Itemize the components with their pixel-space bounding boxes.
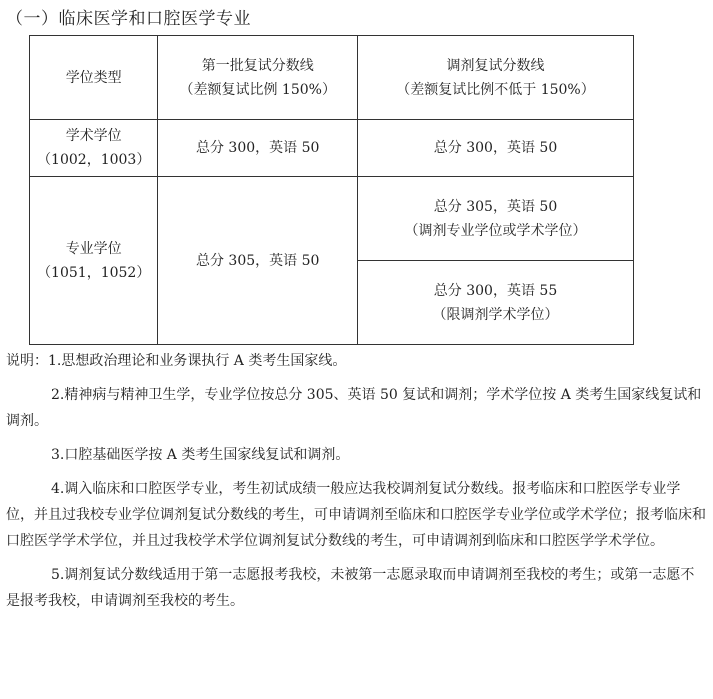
header-adjust: 调剂复试分数线 （差额复试比例不低于 150%） — [358, 36, 634, 120]
professional-adjust-b: 总分 300，英语 55 （限调剂学术学位） — [358, 261, 634, 345]
header-first-batch: 第一批复试分数线 （差额复试比例 150%） — [158, 36, 358, 120]
note-2: 2.精神病与精神卫生学，专业学位按总分 305、英语 50 复试和调剂；学术学位按 A 类考生国家线复试和调剂。 — [6, 387, 702, 429]
table-row-academic — [30, 120, 634, 177]
table-row-professional — [30, 177, 634, 261]
note-5: 5.调剂复试分数线适用于第一志愿报考我校，未被第一志愿录取而申请调剂至我校的考生；或第一志愿不是报考我校，申请调剂至我校的考生。 — [6, 567, 695, 609]
section-heading: （一）临床医学和口腔医学专业 — [6, 9, 251, 29]
note-3: 3.口腔基础医学按 A 类考生国家线复试和调剂。 — [51, 447, 350, 463]
academic-adjust: 总分 300，英语 50 — [358, 120, 634, 177]
professional-adjust-a: 总分 305，英语 50 （调剂专业学位或学术学位） — [358, 177, 634, 261]
table-header-row — [30, 36, 634, 120]
header-degree-type: 学位类型 — [30, 36, 158, 120]
academic-degree-type: 学术学位 （1002，1003） — [30, 120, 158, 177]
professional-degree-type: 专业学位 （1051，1052） — [30, 177, 158, 345]
note-4: 4.调入临床和口腔医学专业，考生初试成绩一般应达我校调剂复试分数线。报考临床和口腔医学专业学位，并且过我校专业学位调剂复试分数线的考生，可申请调剂至临床和口腔医学专业学位或学术学位；报考临床和口腔医学学术学位，并且过我校学术学位调剂复试分数线的考生，可申请调剂到临床和口腔医学学术学位。 — [6, 481, 706, 549]
score-table — [29, 35, 634, 345]
professional-first-batch: 总分 305，英语 50 — [158, 177, 358, 345]
note-1: 说明：1.思想政治理论和业务课执行 A 类考生国家线。 — [6, 353, 347, 369]
academic-first-batch: 总分 300，英语 50 — [158, 120, 358, 177]
notes-section — [6, 348, 706, 622]
